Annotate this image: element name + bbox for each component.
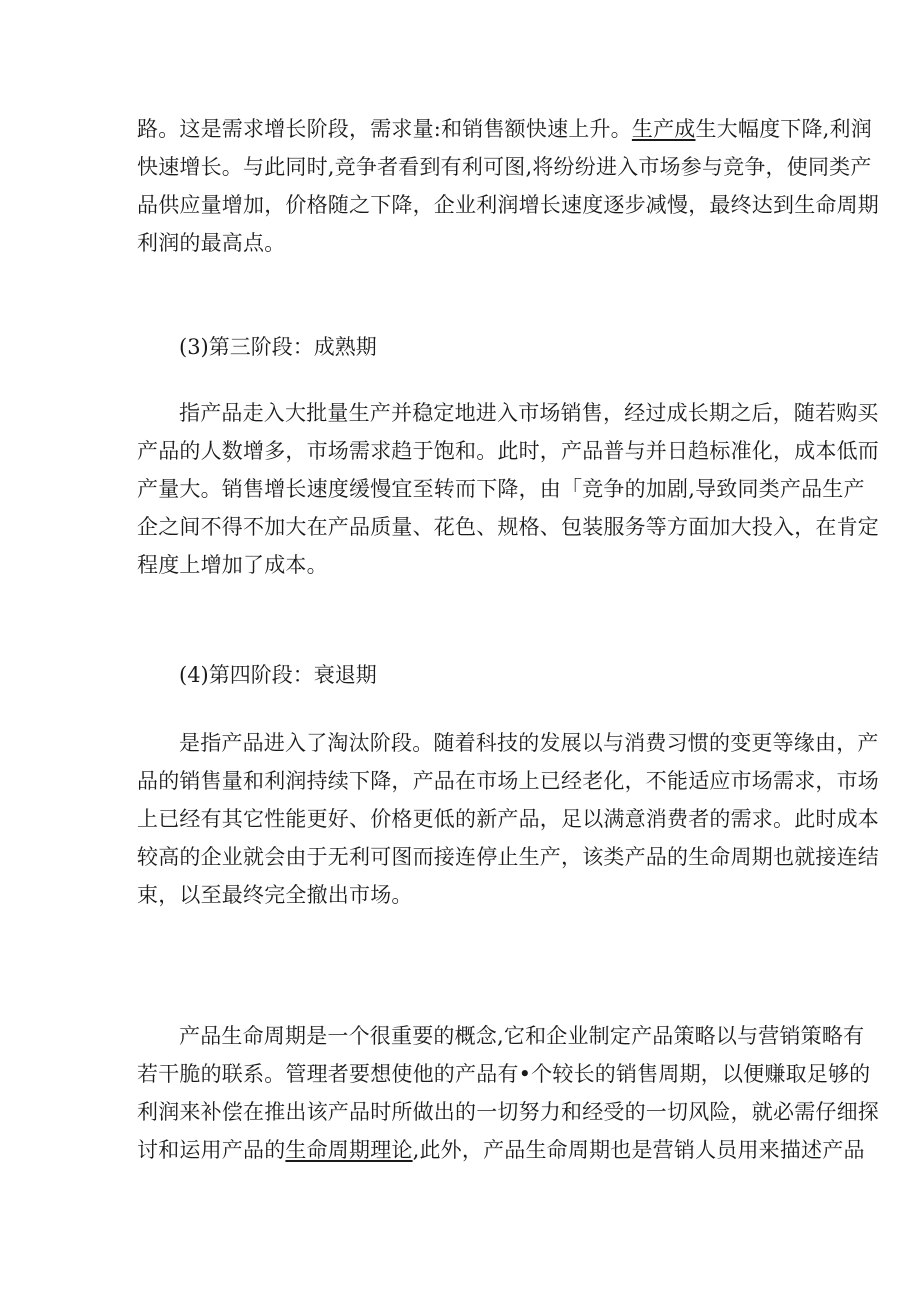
text-line: 束，以至最终完全撤出市场。 — [137, 883, 413, 907]
text-line: 较高的企业就会由于无利可图而接连停止生产，该类产品的生命周期也就接连结 — [137, 845, 879, 869]
text-line: 上已经有其它性能更好、价格更低的新产品，足以满意消费者的需求。此时成本 — [137, 807, 879, 831]
text-line: 产品生命周期是一个很重要的概念,它和企业制定产品策略以与营销策略有 — [179, 1024, 865, 1048]
text-line: 路。这是需求增长阶段，需求量:和销售额快速上升。生产成生大幅度下降,利润 — [137, 117, 872, 141]
text-line: 品的销售量和利润持续下降，产品在市场上已经老化，不能适应市场需求，市场 — [137, 769, 879, 793]
section-heading-decline: (4)第四阶段：衰退期 — [179, 663, 377, 687]
text-line: 快速增长。与此同时,竞争者看到有利可图,将纷纷进入市场参与竞争，使同类产 — [137, 155, 872, 179]
text-line: 产量大。销售增长速度缓慢宜至转而下降，由「竞争的加剧,导致同类产品生产 — [137, 477, 865, 501]
text-line: 企之间不得不加大在产品质量、花色、规格、包装服务等方面加大投入，在肯定 — [137, 515, 879, 539]
text-line: 品供应量增加，价格随之下降，企业利润增长速度逐步减慢，最终达到生命周期 — [137, 193, 879, 217]
text-line: 讨和运用产品的生命周期理论,此外，产品生命周期也是营销人员用来描述产品 — [137, 1138, 865, 1162]
section-heading-maturity: (3)第三阶段：成熟期 — [179, 335, 377, 359]
underlined-term: 生命周期理论 — [285, 1138, 413, 1162]
paragraph-decline-stage — [137, 724, 879, 914]
text-line: 利润的最高点。 — [137, 231, 286, 255]
paragraph-maturity-stage — [137, 394, 879, 584]
paragraph-lifecycle-concept — [137, 1017, 879, 1169]
paragraph-growth-stage — [137, 110, 879, 262]
text-line: 若干脆的联系。管理者要想使他的产品有•个较长的销售周期，以便赚取足够的 — [137, 1062, 871, 1086]
text-line: 产品的人数增多，市场需求趋于饱和。此时，产品普与并日趋标准化，成本低而 — [137, 439, 879, 463]
underlined-term: 生产成 — [631, 117, 696, 141]
text-line: 指产品走入大批量生产并稳定地进入市场销售，经过成长期之后，随若购买 — [179, 401, 879, 425]
text-line: 程度上增加了成本。 — [137, 553, 328, 577]
text-line: 是指产品进入了淘汰阶段。随着科技的发展以与消费习惯的变更等缘由，产 — [179, 731, 879, 755]
text-line: 利润来补偿在推出该产品时所做出的一切努力和经受的一切风险，就必需仔细探 — [137, 1100, 879, 1124]
